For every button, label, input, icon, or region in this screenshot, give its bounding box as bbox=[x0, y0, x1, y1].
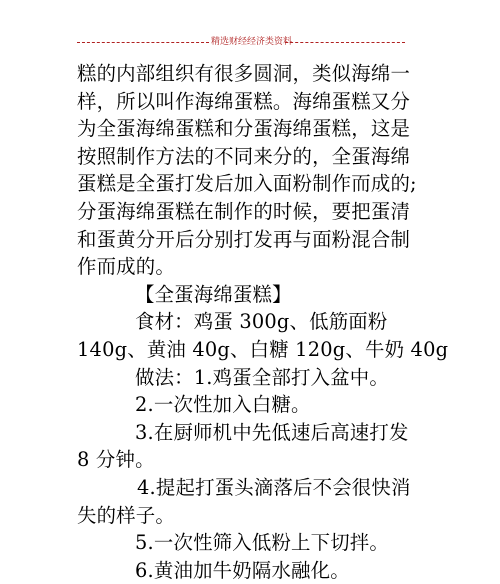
paragraph-line: 糕的内部组织有很多圆洞，类似海绵一 bbox=[77, 62, 411, 85]
paragraph-line: 作而成的。 bbox=[77, 255, 175, 279]
ingredients-line: 140g、黄油 40g、白糖 120g、牛奶 40g bbox=[77, 337, 449, 361]
ingredients-line: 食材：鸡蛋 300g、低筋面粉 bbox=[135, 310, 388, 334]
paragraph-line: 蛋糕是全蛋打发后加入面粉制作而成的; bbox=[77, 172, 417, 196]
header-text: 精选财经经济类资料 bbox=[211, 37, 293, 47]
paragraph-line: 样，所以叫作海绵蛋糕。海绵蛋糕又分 bbox=[77, 89, 411, 113]
header-dashed-line-left bbox=[77, 42, 209, 43]
document-body bbox=[77, 60, 449, 584]
step-line: 2.一次性加入白糖。 bbox=[135, 393, 311, 417]
section-title: 【全蛋海绵蛋糕】 bbox=[135, 282, 292, 306]
paragraph-line: 和蛋黄分开后分别打发再与面粉混合制 bbox=[77, 227, 411, 251]
step-line: 失的样子。 bbox=[77, 503, 175, 527]
method-title: 做法：1.鸡蛋全部打入盆中。 bbox=[135, 365, 389, 389]
paragraph-line: 为全蛋海绵蛋糕和分蛋海绵蛋糕，这是 bbox=[77, 117, 411, 141]
step-line: 6.黄油加牛奶隔水融化。 bbox=[135, 558, 350, 582]
paragraph-line: 分蛋海绵蛋糕在制作的时候，要把蛋清 bbox=[77, 199, 411, 223]
step-line: 5.一次性筛入低粉上下切拌。 bbox=[135, 531, 389, 555]
step-line: 3.在厨师机中先低速后高速打发 bbox=[135, 420, 409, 444]
step-line: 4.提起打蛋头滴落后不会很快消 bbox=[137, 475, 411, 499]
paragraph-line: 按照制作方法的不同来分的，全蛋海绵 bbox=[77, 144, 411, 168]
header-dashed-line-right bbox=[285, 42, 405, 43]
step-line: 8 分钟。 bbox=[77, 448, 155, 472]
page-header bbox=[77, 34, 405, 48]
